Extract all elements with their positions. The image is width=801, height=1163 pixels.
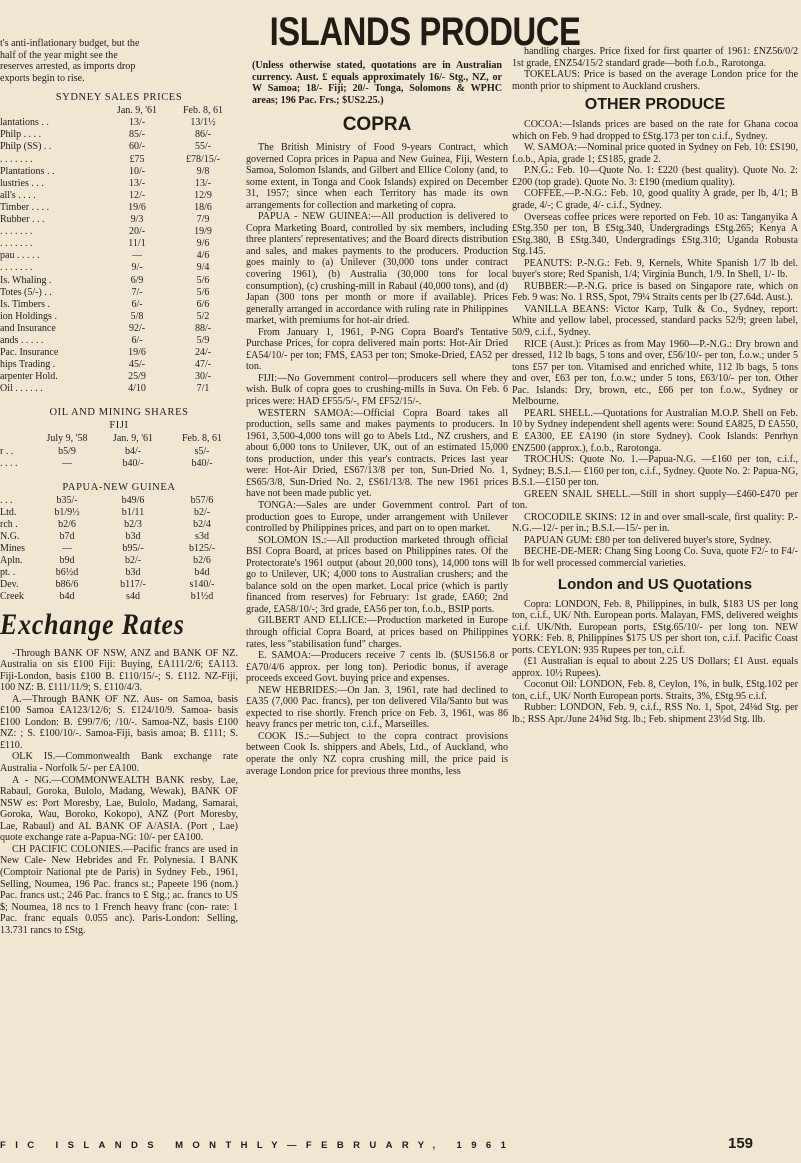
quotation-paragraph: Copra: LONDON, Feb. 8, Philippines, in bulk, $183 US per long ton, c.i.f., UK/ Nth. European ports. Malayan, FMS, delivered weights c.i.f. UK/Nth. European ports, £Stg.65/10/- per long ton. NEW YORK: Feb. 8, Philippines $175 US per short ton, c.i.f. Pacific Coast ports. CEYLON: 935 Rupees per ton, c.i.f.	[512, 598, 798, 656]
copra-paragraph: E. SAMOA:—Producers receive 7 cents lb. ($US156.8 or £A70/4/6 approx. per long ton). Periodic bonus, if average proceeds exceed Govt. buying price and expenses.	[246, 650, 508, 685]
price-cell: 9/8	[196, 165, 210, 177]
row-label: Rubber . . .	[0, 214, 45, 226]
row-label: Oil . . . . . .	[0, 383, 43, 395]
price-cell: b57/6	[190, 494, 214, 506]
copra-paragraph: GILBERT AND ELLICE:—Production marketed in Europe through official Copra Board, at prices based on Philippines rates, less "stabilisation fund" charges.	[246, 615, 508, 650]
row-label: . . . . . . .	[0, 238, 33, 250]
price-cell: 19/6	[128, 201, 146, 213]
price-cell: 88/-	[194, 322, 212, 334]
price-cell: b40/-	[191, 457, 213, 469]
table-header-row	[0, 105, 238, 117]
price-cell: £75	[129, 153, 145, 165]
produce-paragraph: PEANUTS: P.-N.G.: Feb. 9, Kernels, White Spanish 1/7 lb del. buyer's store; Red Spanish, 1/4; Virginia Bunch, 1/9. In Shell, 1/- lb.	[512, 257, 798, 281]
row-label: . . . . . . .	[0, 226, 33, 238]
row-label: arpenter Hold.	[0, 371, 58, 383]
table-row	[0, 531, 238, 543]
copra-paragraph: The British Ministry of Food 9-years Contract, which governed Copra prices in Papua and New Guinea, Fiji, Western Samoa, Solomon Islands, and Gilbert and Ellice Colony (and, to some extent, in Tonga and Cook Islands) expired on December 31, 1957; since when each Territory has made its own arrangements for collection and marketing of copra.	[246, 142, 508, 211]
price-cell: 9/6	[196, 238, 210, 250]
copra-paragraph: TONGA:—Sales are under Government control. Part of production goes to Europe, under arrangement with Unilever controlled by Philippines prices, and part on to open market.	[246, 499, 508, 535]
table-row	[0, 579, 238, 591]
price-cell: s3d	[195, 531, 209, 542]
column-header: Jan. 9, '61	[116, 105, 158, 117]
row-label: Dev.	[0, 579, 19, 591]
price-cell: b40/-	[122, 457, 144, 469]
price-cell: 9/-	[131, 262, 143, 274]
price-cell: 5/6	[196, 286, 210, 298]
produce-paragraph: VANILLA BEANS: Victor Karp, Tulk & Co., Sydney, report: White and yellow label, processed, standard packs 52/9; green label, 50/9, c.i.f., Sydney.	[512, 303, 798, 339]
produce-paragraph: W. SAMOA:—Nominal price quoted in Sydney on Feb. 10: £S190, f.o.b., Apia, grade 1; £S185, grade 2.	[512, 142, 798, 165]
row-label: r . .	[0, 445, 14, 457]
price-cell: b2/6	[193, 555, 211, 567]
table-row	[0, 226, 238, 238]
produce-paragraph: COCOA:—Islands prices are based on the rate for Ghana cocoa which on Feb. 9 had dropped to £Stg.173 per ton c.i.f., Sydney.	[512, 119, 798, 142]
table-row	[0, 495, 238, 507]
table-row	[0, 591, 238, 603]
row-label: Is. Timbers .	[0, 298, 51, 310]
running-head: FIC ISLANDS MONTHLY—FEBRUARY, 1961	[0, 1140, 516, 1151]
price-cell: b1½d	[190, 591, 214, 603]
price-cell: 9/4	[196, 262, 210, 274]
price-cell: b4d	[194, 567, 210, 579]
exchange-paragraph: -Through BANK OF NSW, ANZ and BANK OF NZ. Australia on sis £100 Fiji: Buying, £A111/2/6; £A113. Fiji-London, basis £100 B. £110/15/-; S. £112. NZ-Fiji, 100 NZ: B. £111/11/9; S. £110/4/3.	[0, 647, 238, 694]
produce-paragraph: PEARL SHELL.—Quotations for Australian M.O.P. Shell on Feb. 10 by Sydney independent shell agents were: Sound £A825, D £A550, E £A300, EE £A190 (in store Sydney). Cook Islands: Penrhyn £NZ500 (approx.), f.o.b., Rarotonga.	[512, 407, 798, 454]
row-label: Totes (5/-) . .	[0, 286, 52, 298]
price-cell: 13/1½	[190, 117, 216, 129]
cook-tokelau-text	[512, 46, 798, 92]
row-label: Mines	[0, 543, 25, 555]
price-cell: 6/-	[131, 334, 143, 346]
price-cell: 55/-	[194, 141, 212, 153]
exchange-paragraph: A - NG.—COMMONWEALTH BANK resby, Lae, Rabaul, Goroka, Bulolo, Madang, Wewak), BANK OF NSW es: Port Moresby, Lae, Bulolo, Madang, Samarai, Goroka, Wau, Boroko, Kokopo), ANZ (Port Moresby, Lae, Rabaul) and AL BANK OF A/ASIA. (Port , Lae) quote exchange rate a-Papua-NG: 10/- per £A100.	[0, 774, 238, 844]
price-cell: 9/3	[130, 214, 144, 226]
price-cell: —	[62, 543, 72, 555]
table-row	[0, 117, 238, 129]
price-cell: b2/4	[193, 518, 211, 530]
price-cell: 25/9	[128, 371, 146, 383]
right-column	[512, 0, 798, 726]
price-cell: 24/-	[194, 347, 212, 359]
row-label: all's . . . .	[0, 189, 36, 201]
left-column	[0, 0, 238, 936]
copra-heading: COPRA	[342, 114, 412, 135]
row-label: Is. Whaling .	[0, 274, 52, 286]
table-row	[0, 275, 238, 287]
row-label: Philp (SS) . .	[0, 141, 52, 153]
row-label: . . . . . . .	[0, 153, 33, 165]
price-cell: b5/9	[58, 445, 76, 457]
price-cell: 19/9	[194, 226, 212, 238]
price-cell: 5/9	[196, 334, 210, 346]
price-cell: 4/10	[128, 383, 146, 395]
price-cell: 18/6	[194, 201, 212, 213]
oil-mining-subtitle: FIJI	[109, 420, 129, 432]
table-row	[0, 359, 238, 371]
table-row	[0, 567, 238, 579]
copra-paragraph: NEW HEBRIDES:—On Jan. 3, 1961, rate had declined to £A35 (7,000 Pac. francs), per ton delivered Vila/Santo but was expected to rise shortly. French price on Feb. 3, 1961, was 86 heavy francs per metric ton, c.i.f., Marseilles.	[246, 684, 508, 731]
copra-paragraph: FIJI:—No Government control—producers sell where they wish. Bulk of copra goes to crushing-mills in Suva. On Feb. 6 prices were: HAD £F55/5/-, FM £F52/15/-.	[246, 372, 508, 408]
produce-paragraph: TOKELAUS: Price is based on the average London price for the month prior to shipment to Auckland crushers.	[512, 69, 798, 92]
exchange-paragraph: CH PACIFIC COLONIES.—Pacific francs are used in New Cale- New Hebrides and Fr. Polynesia. I BANK (Comptoir National pte de Paris) in Sydney Feb., 1961, Selling, Noumea, 196 Pac. francs st.; Papeete 196 (nom.) Pac. francs ust.; 246 Pac. francs to £ Stg.; ac. francs to US $; Noumea, 18 ncs to 1 French heavy franc (con- rate: 1 Pac. franc equals 0.055 anc). Paris-London: Selling, 13.731 rancs to £Stg.	[0, 843, 238, 936]
price-cell: b6½d	[55, 567, 79, 579]
price-cell: b4/-	[124, 445, 142, 457]
price-cell: 13/-	[128, 117, 146, 129]
produce-paragraph: RUBBER:—P.-N.G. price is based on Singapore rate, which on Feb. 9 was: No. 1 RSS, Spot, 79¼ Straits cents per lb (27.64d. Aust.).	[512, 280, 798, 304]
price-cell: b1/9½	[54, 506, 80, 518]
price-cell: b4d	[59, 591, 75, 603]
table-row	[0, 262, 238, 274]
row-label: Philp . . . .	[0, 129, 42, 141]
table-row	[0, 371, 238, 383]
intro-line: half of the year might see the	[0, 49, 118, 61]
table-row	[0, 238, 238, 250]
price-cell: 60/-	[128, 141, 146, 153]
column-header: July 9, '58	[46, 433, 88, 445]
price-cell: s140/-	[189, 579, 215, 591]
sydney-prices-title: SYDNEY SALES PRICES	[55, 92, 183, 104]
table-row	[0, 178, 238, 190]
london-us-text	[512, 599, 798, 726]
price-cell: 12/9	[194, 189, 212, 201]
row-label: lantations . .	[0, 117, 49, 129]
price-cell: b3d	[125, 531, 141, 542]
table-row	[0, 323, 238, 335]
produce-paragraph: handling charges. Price fixed for first quarter of 1961: £NZ56/0/2 1st grade, £NZ54/15/2 standard grade—both f.o.b., Rarotonga.	[512, 46, 798, 69]
price-cell: b2/6	[58, 518, 76, 530]
row-label: pau . . . . .	[0, 250, 40, 262]
copra-paragraph: COOK IS.:—Subject to the copra contract provisions between Cook Is. shippers and Abels, Ltd., of Auckland, who operate the only NZ copra crushing mill, the price paid is average London price for previous three months, less	[246, 730, 508, 777]
table-row	[0, 311, 238, 323]
price-cell: 6/9	[130, 274, 144, 286]
other-produce-text	[512, 119, 798, 569]
row-label: Ltd.	[0, 506, 17, 518]
row-label: and Insurance	[0, 322, 56, 334]
price-cell: £78/15/-	[186, 153, 220, 165]
copra-paragraph: WESTERN SAMOA:—Official Copra Board takes all production, sells same and makes payments to producers. In 1961, 3,500-4,000 tons will go to Abels Ltd., NZ crushers, and about 6,000 tons to Unilever, UK, out of an estimated 15,000 tons production, under this year's contracts. Prices last year were: Hot-Air Dried, £S67/13/8 per ton, Sun-Dried No. 1, £S65/3/8, Sun-Dried No. 2, £S61/13/8. The new 1961 prices have not been made public yet.	[246, 407, 508, 500]
row-label: Creek	[0, 591, 24, 603]
price-cell: b49/6	[121, 494, 145, 506]
price-cell: b35/-	[56, 494, 78, 506]
produce-paragraph: PAPUAN GUM: £80 per ton delivered buyer's store, Sydney.	[524, 534, 772, 546]
table-row	[0, 347, 238, 359]
row-label: . . .	[0, 494, 13, 506]
price-cell: b2/3	[124, 518, 142, 530]
copra-paragraph: From January 1, 1961, P-NG Copra Board's Tentative Purchase Prices, for copra delivered main ports: Hot-Air Dried £A54/10/- per ton; FMS, £A53 per ton; Smoke-Dried, £A52 per ton.	[246, 326, 508, 373]
price-cell: 30/-	[194, 371, 212, 383]
produce-paragraph: BECHE-DE-MER: Chang Sing Loong Co. Suva, quote F2/- to F4/- lb for well processed commercial varieties.	[512, 546, 798, 569]
price-cell: b1/11	[121, 506, 145, 518]
price-cell: 7/9	[196, 214, 210, 226]
price-cell: 85/-	[128, 129, 146, 141]
currency-note: (Unless otherwise stated, quotations are in Australian currency. Aust. £ equals approximately 16/- Stg., NZ, or W Samoa; 18/- Fiji; 20/- Tonga, Solomons & WPHC areas; 196 Pac. Frs.; $US2.25.)	[252, 60, 502, 106]
table-row	[0, 129, 238, 141]
row-label: lustries . . .	[0, 177, 44, 189]
price-cell: 7/-	[131, 286, 143, 298]
price-cell: b9d	[59, 555, 75, 567]
price-cell: 86/-	[194, 129, 212, 141]
page-number: 159	[728, 1135, 754, 1152]
table-row	[0, 519, 238, 531]
price-cell: b95/-	[122, 543, 144, 555]
table-header-row	[0, 433, 238, 445]
price-cell: 92/-	[128, 322, 146, 334]
price-cell: 13/-	[128, 177, 146, 189]
table-row	[0, 555, 238, 567]
exchange-paragraph: OLK IS.—Commonwealth Bank exchange rate Australia - Norfolk 5/- per £A100.	[0, 751, 238, 775]
price-cell: 5/2	[196, 310, 210, 322]
intro-line: exports begin to rise.	[0, 72, 85, 84]
table-row	[0, 250, 238, 262]
table-row	[0, 299, 238, 311]
table-row	[0, 458, 238, 470]
copra-text	[246, 142, 508, 777]
row-label: . . . .	[0, 457, 18, 469]
price-cell: s4d	[126, 591, 140, 603]
row-label: N.G.	[0, 531, 20, 542]
table-row	[0, 214, 238, 226]
row-label: pt. .	[0, 567, 16, 579]
table-row	[0, 166, 238, 178]
london-us-heading: London and US Quotations	[557, 575, 753, 593]
row-label: Apln.	[0, 555, 23, 567]
price-cell: s5/-	[194, 445, 210, 457]
price-cell: 6/-	[131, 298, 143, 310]
table-row	[0, 202, 238, 214]
produce-paragraph: Overseas coffee prices were reported on Feb. 10 as: Tanganyika A £Stg.350 per ton, B £Stg.340, Undergradings £Stg.265; Kenya A £Stg.380, B £Stg.340, Undergradings £Stg.310; Uganda Robusta Stg.145.	[512, 211, 798, 258]
exchange-rates-text	[0, 648, 238, 937]
row-label: rch .	[0, 518, 18, 530]
price-cell: b86/6	[55, 579, 79, 591]
row-label: ion Holdings .	[0, 310, 57, 322]
table-row	[0, 154, 238, 166]
intro-text	[0, 38, 238, 84]
table-row	[0, 335, 238, 347]
produce-paragraph: COFFEE.—P.-N.G.: Feb. 10, good quality A grade, per lb, 4/1; B grade, 4/-; C grade, 4/- c.i.f., Sydney.	[512, 188, 798, 212]
price-cell: 4/6	[196, 250, 210, 262]
produce-paragraph: TROCHUS: Quote No. 1.—Papua-N.G. —£160 per ton, c.i.f., Sydney; B.S.I.— £160 per ton, c.i.f., Sydney. Quote No. 2: Papua-NG, B.S.I.—£150 per ton.	[512, 454, 798, 489]
price-cell: 5/6	[196, 274, 210, 286]
middle-column	[246, 0, 581, 777]
exchange-rates-heading: Exchange Rates	[0, 607, 185, 641]
row-label: ands . . . . .	[0, 334, 44, 346]
copra-paragraph: PAPUA - NEW GUINEA:—All production is delivered to Copra Marketing Board, controlled by six members, including three planters' representatives; and the Board directs distribution and sales, and makes payments to the producers. Production goes mainly to (a) Unilever (30,000 tons under contract covering 1961), (b) Australia (30,000 tons for local consumption), (c) crushing-mill in Rabaul (40,000 tons), and (d) Japan (300 tons per month or more if available). Prices generally arranged in accordance with ruling rate in Philippines market, with premiums for hot-air dried.	[246, 211, 508, 327]
png-shares-table	[0, 495, 238, 604]
price-cell: 13/-	[194, 177, 212, 189]
price-cell: 6/6	[196, 298, 210, 310]
table-row	[0, 287, 238, 299]
other-produce-heading: OTHER PRODUCE	[584, 96, 726, 114]
produce-paragraph: GREEN SNAIL SHELL.—Still in short supply—£460-£470 per ton.	[512, 488, 798, 512]
column-header: Feb. 8, 61	[183, 105, 223, 117]
row-label: . . . . . . .	[0, 262, 33, 274]
price-cell: —	[62, 457, 72, 469]
table-row	[0, 190, 238, 202]
quotation-paragraph: (£1 Australian is equal to about 2.25 US Dollars; £1 Aust. equals approx. 10½ Rupees).	[512, 656, 798, 679]
exchange-paragraph: A.—Through BANK OF NZ. Aus- on Samoa, basis £100 Samoa £A123/12/6; S. £124/10/9. Samoa- basis £100 London: B. £99/7/6; /10/-. Samoa-NZ, basis £100 NZ: ; S. £100/10/-. Samoa-Fiji, basis amoa; B. £111; S. £110.	[0, 693, 238, 751]
price-cell: 20/-	[128, 226, 146, 238]
column-header: Jan. 9, '61	[112, 433, 154, 445]
intro-line: reserves arrested, as imports drop	[0, 61, 136, 73]
table-row	[0, 446, 238, 458]
intro-line: t's anti-inflationary budget, but the	[0, 38, 140, 49]
row-label: hips Trading .	[0, 359, 56, 371]
produce-paragraph: P.N.G.: Feb. 10—Quote No. 1: £220 (best quality). Quote No. 2: £200 (top grade). Quote No. 3: £190 (medium quality).	[512, 165, 798, 188]
table-row	[0, 543, 238, 555]
price-cell: 19/6	[128, 347, 146, 359]
price-cell: 7/1	[196, 383, 210, 395]
produce-paragraph: CROCODILE SKINS: 12 in and over small-scale, first quality: P.-N.G.—12/- per in.; B.S.I.—15/- per in.	[512, 511, 798, 535]
row-label: Plantations . .	[0, 165, 55, 177]
row-label: Pac. Insurance	[0, 347, 59, 359]
quotation-paragraph: Coconut Oil: LONDON, Feb. 8, Ceylon, 1%, in bulk, £Stg.102 per ton, c.i.f., UK/ North European ports. Straits, 3%, £Stg.95 c.i.f.	[512, 679, 798, 702]
price-cell: b3d	[125, 567, 141, 579]
price-cell: b125/-	[188, 543, 216, 555]
price-cell: 47/-	[194, 359, 212, 371]
page-title: ISLANDS PRODUCE	[269, 10, 581, 54]
sydney-prices-table	[0, 105, 238, 395]
quotation-paragraph: Rubber: LONDON, Feb. 9, c.i.f., RSS No. 1, Spot, 24⅛d Stg. per lb.; RSS Apr./June 24⅝d Stg. lb.; Feb. shipment 23½d Stg. llb.	[512, 702, 798, 725]
price-cell: 12/-	[128, 189, 146, 201]
price-cell: b2/-	[193, 506, 211, 518]
price-cell: 10/-	[128, 165, 146, 177]
column-header: Feb. 8, 61	[182, 433, 222, 445]
price-cell: —	[132, 250, 142, 262]
price-cell: 45/-	[128, 359, 146, 371]
price-cell: b7d	[59, 531, 75, 542]
price-cell: b117/-	[120, 579, 146, 591]
png-shares-title: PAPUA-NEW GUINEA	[62, 481, 176, 493]
price-cell: 11/1	[128, 238, 146, 250]
table-row	[0, 383, 238, 395]
table-row	[0, 141, 238, 153]
oil-mining-table	[0, 433, 238, 469]
produce-paragraph: RICE (Aust.): Prices as from May 1960—P.-N.G.: Dry brown and dressed, 112 lb bags, 5 tons and over, £56/10/- per ton, f.o.w.; under 5 tons £57 per ton. Vitamised and enriched white, 112 lb bags, 5 tons and over, £63 per ton, f.o.w.; under 5 tons, £63/10/- per ton. Other Pac. Islands: Dry, brown, etc., £66 per ton f.o.w., Sydney or Melbourne.	[512, 338, 798, 408]
oil-mining-title: OIL AND MINING SHARES	[49, 407, 189, 419]
price-cell: b2/-	[124, 555, 142, 567]
table-row	[0, 507, 238, 519]
price-cell: 5/8	[130, 310, 144, 322]
row-label: Timber . . . .	[0, 201, 50, 213]
copra-paragraph: SOLOMON IS.:—All production marketed through official BSI Copra Board, at prices based on Philippines rates. Of the Protectorate's 1961 output (about 20,000 tons), 14,000 tons will go to Unilever, UK; 4,000 tons to Australian crushers; and the balance sold on the open market. Local price (which is partly financed from reserves) for February: 1st grade, £A60; 2nd grade, £A58/10/-; 3rd grade, £A56 per ton, f.o.b., BSIP ports.	[246, 534, 508, 615]
